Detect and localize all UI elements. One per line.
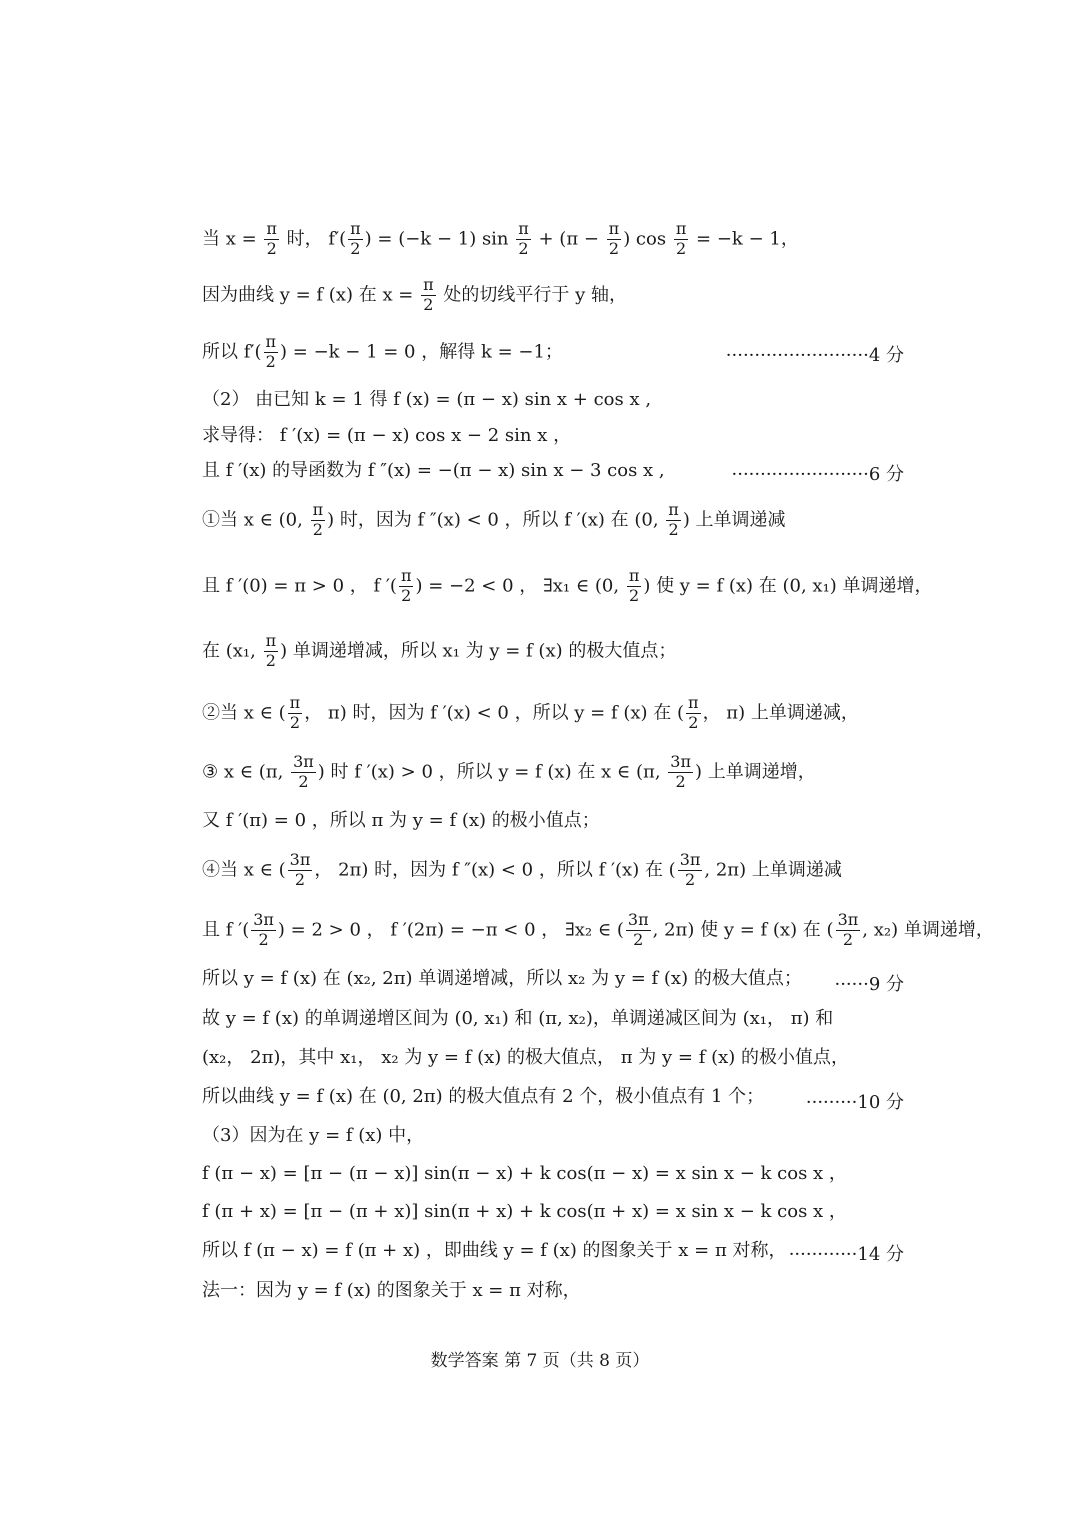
page-footer: 数学答案 第 7 页（共 8 页） xyxy=(430,1351,650,1371)
text-line: 且 f ′( $\frac{3\pi}{2}$ ) = 2 > 0 ， f ′(2π) = −π < 0 ， ∃x₂ ∈ ( $\frac{3\pi}{2}$ , 2π) 使 y = f (x) 在 ( $\frac{3\pi}{2}$ , x₂) 单调递增， xyxy=(202,910,994,949)
text-line: 所以曲线 y = f (x) 在 (0, 2π) 的极大值点有 2 个，极小值点有 1 个； xyxy=(202,1086,765,1107)
score-mark: ·························4 分 xyxy=(725,345,904,366)
score-mark: ·········10 分 xyxy=(805,1092,904,1113)
text-line: 所以 f (π − x) = f (π + x) ，即曲线 y = f (x) 的图象关于 x = π 对称， xyxy=(202,1240,787,1261)
text-line: 求导得： f ′(x) = (π − x) cos x − 2 sin x ， xyxy=(202,425,572,446)
text-line: ②当 x ∈ ( $\frac{\pi}{2}$ ， π) 时，因为 f ′(x) < 0 ，所以 y = f (x) 在 ( $\frac{\pi}{2}$ ， π) 上单调递减， xyxy=(202,693,859,732)
text-line: 所以 f′( $\frac{\pi}{2}$ ) = −k − 1 = 0 ，解得 k = −1； xyxy=(202,332,563,371)
text-line: 所以 y = f (x) 在 (x₂, 2π) 单调递增减，所以 x₂ 为 y = f (x) 的极大值点； xyxy=(202,968,802,989)
text-line: 且 f ′(0) = π > 0 ， f ′( $\frac{\pi}{2}$ ) = −2 < 0 ， ∃x₁ ∈ (0, $\frac{\pi}{2}$ ) 使 y = f (x) 在 (0, x₁) 单调递增， xyxy=(202,566,933,605)
text-line: 故 y = f (x) 的单调递增区间为 (0, x₁) 和 (π, x₂)，单调递减区间为 (x₁， π) 和 xyxy=(202,1008,834,1029)
score-mark: ························6 分 xyxy=(731,464,904,485)
text-line: ④当 x ∈ ( $\frac{3\pi}{2}$ ， 2π) 时，因为 f ″(x) < 0 ，所以 f ′(x) 在 ( $\frac{3\pi}{2}$ , 2π) 上单调递减 xyxy=(202,850,842,889)
score-mark: ······9 分 xyxy=(834,974,904,995)
text-line: （3）因为在 y = f (x) 中， xyxy=(202,1125,425,1146)
text-line: 且 f ′(x) 的导函数为 f ″(x) = −(π − x) sin x − 3 cos x , xyxy=(202,460,665,481)
text-line: ①当 x ∈ (0, $\frac{\pi}{2}$ ) 时，因为 f ″(x) < 0 ，所以 f ′(x) 在 (0, $\frac{\pi}{2}$ ) 上单调递减 xyxy=(202,500,786,539)
text-line: 又 f ′(π) = 0 ，所以 π 为 y = f (x) 的极小值点； xyxy=(202,810,600,831)
text-line: ③ x ∈ (π, $\frac{3\pi}{2}$ ) 时 f ′(x) > 0 ，所以 y = f (x) 在 x ∈ (π, $\frac{3\pi}{2}$ ) 上单调递增， xyxy=(202,752,816,791)
text-line: f (π − x) = [π − (π − x)] sin(π − x) + k cos(π − x) = x sin x − k cos x ， xyxy=(202,1163,847,1184)
text-line: 当 x = $\frac{\pi}{2}$ 时， f′( $\frac{\pi}{2}$ ) = (−k − 1) sin $\frac{\pi}{2}$ + (π − $\frac{\pi}{2}$ ) cos $\frac{\pi}{2}$ = −k − 1， xyxy=(202,219,799,258)
score-mark: ············14 分 xyxy=(788,1244,904,1265)
text-line: (x₂， 2π)，其中 x₁， x₂ 为 y = f (x) 的极大值点， π 为 y = f (x) 的极小值点， xyxy=(202,1047,850,1068)
text-line: 法一：因为 y = f (x) 的图象关于 x = π 对称， xyxy=(202,1280,581,1301)
text-line: f (π + x) = [π − (π + x)] sin(π + x) + k cos(π + x) = x sin x − k cos x ， xyxy=(202,1201,847,1222)
text-line: （2） 由已知 k = 1 得 f (x) = (π − x) sin x + cos x , xyxy=(202,389,652,410)
text-line: 因为曲线 y = f (x) 在 x = $\frac{\pi}{2}$ 处的切线平行于 y 轴， xyxy=(202,275,627,314)
text-line: 在 (x₁, $\frac{\pi}{2}$ ) 单调递增减，所以 x₁ 为 y = f (x) 的极大值点； xyxy=(202,631,677,670)
